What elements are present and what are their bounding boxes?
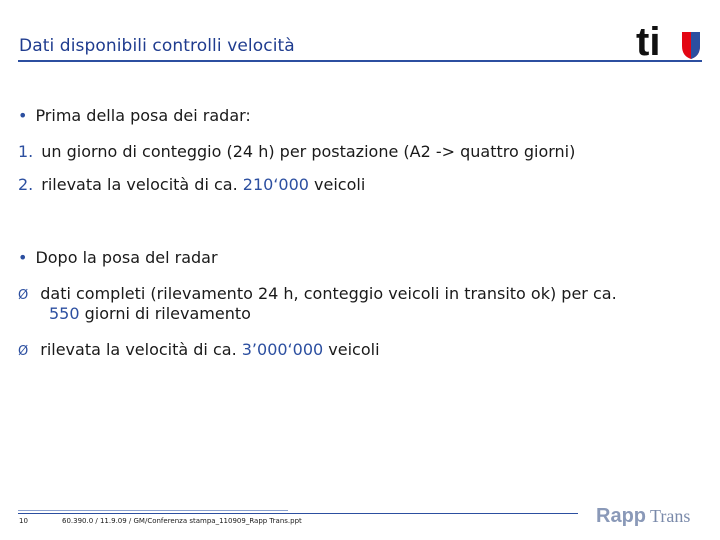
bullet-dot: • <box>18 106 28 125</box>
list-number: 2. <box>18 175 34 194</box>
vehicle-count-value: 210‘000 <box>242 175 309 194</box>
title-divider <box>18 60 702 62</box>
list-number: 1. <box>18 142 34 161</box>
footer-divider-thin <box>18 510 288 511</box>
ticino-logo-text: ti <box>636 22 661 60</box>
heading-text: Dopo la posa del radar <box>35 248 218 267</box>
list-item-suffix: veicoli <box>328 340 380 359</box>
ticino-shield-icon <box>682 32 700 59</box>
rapp-trans-logo <box>596 505 690 528</box>
arrow-bullet-icon: Ø <box>18 344 29 359</box>
list-item-text: un giorno di conteggio (24 h) per postazione (A2 -> quattro giorni) <box>41 142 576 161</box>
list-item-text: dati completi (rilevamento 24 h, conteggio veicoli in transito ok) per ca. <box>40 284 617 303</box>
footer-divider <box>18 513 578 514</box>
list-item <box>18 142 575 161</box>
list-item-suffix: giorni di rilevamento <box>84 304 251 323</box>
section-before-radar-heading <box>18 106 251 125</box>
list-item <box>18 175 365 194</box>
ticino-logo <box>636 22 702 60</box>
brand-trans: Trans <box>650 506 691 526</box>
list-item <box>18 284 617 303</box>
section-after-radar-heading <box>18 248 218 267</box>
list-item-text: rilevata la velocità di ca. <box>41 175 238 194</box>
arrow-bullet-icon: Ø <box>18 288 29 303</box>
page-number: 10 <box>19 517 28 525</box>
vehicle-count-value: 3’000‘000 <box>241 340 324 359</box>
brand-rapp: Rapp <box>596 505 646 527</box>
slide-title: Dati disponibili controlli velocità <box>19 36 295 56</box>
list-item-text: rilevata la velocità di ca. <box>40 340 237 359</box>
heading-text: Prima della posa dei radar: <box>35 106 251 125</box>
file-reference: 60.390.0 / 11.9.09 / GM/Conferenza stampa_110909_Rapp Trans.ppt <box>62 517 302 525</box>
days-count-value: 550 <box>49 304 80 323</box>
list-item-continuation <box>49 304 251 323</box>
bullet-dot: • <box>18 248 28 267</box>
list-item <box>18 340 380 359</box>
list-item-suffix: veicoli <box>314 175 366 194</box>
